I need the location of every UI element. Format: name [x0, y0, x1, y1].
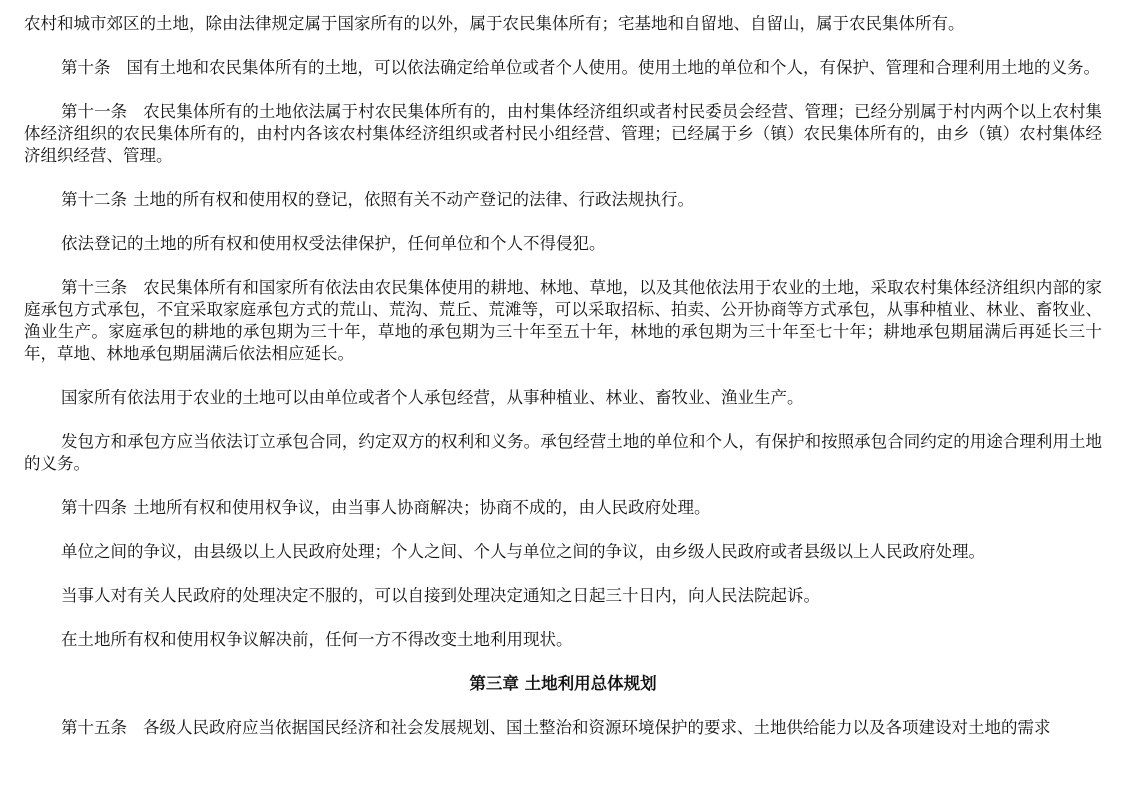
paragraph-contract [24, 431, 1102, 475]
paragraph-text: 土地所有权和使用权争议，由当事人协商解决；协商不成的，由人民政府处理。 [133, 498, 711, 517]
article-number: 第十五条 [61, 718, 127, 737]
article-number: 第十条 [61, 58, 111, 77]
paragraph-text: 农民集体所有和国家所有依法由农民集体使用的耕地、林地、草地，以及其他依法用于农业的土地，采取农村集体经济组织内部的家庭承包方式承包，不宜采取家庭承包方式的荒山、荒沟、荒丘、荒滩等，可以采取招标、拍卖、公开协商等方式承包，从事种植业、林业、畜牧业、渔业生产。家庭承包的耕地的承包期为三十年，草地的承包期为三十年至五十年，林地的承包期为三十年至七十年；耕地承包期届满后再延长三十年，草地、林地承包期届满后依法相应延长。 [24, 278, 1103, 363]
paragraph-text: 农民集体所有的土地依法属于村农民集体所有的，由村集体经济组织或者村民委员会经营、管理；已经分别属于村内两个以上农村集体经济组织的农民集体所有的，由村内各该农村集体经济组织或者村民小组经营、管理；已经属于乡（镇）农民集体所有的，由乡（镇）农村集体经济组织经营、管理。 [24, 102, 1103, 165]
article-number: 第十一条 [61, 102, 128, 121]
paragraph-lawsuit [24, 585, 1102, 607]
article-13 [24, 277, 1102, 365]
paragraph-state-land [24, 387, 1102, 409]
paragraph-text: 国有土地和农民集体所有的土地，可以依法确定给单位或者个人使用。使用土地的单位和个人，有保护、管理和合理利用土地的义务。 [126, 58, 1100, 77]
paragraph-text: 国家所有依法用于农业的土地可以由单位或者个人承包经营，从事种植业、林业、畜牧业、渔业生产。 [61, 388, 804, 407]
paragraph-text: 在土地所有权和使用权争议解决前，任何一方不得改变土地利用现状。 [61, 630, 573, 649]
paragraph-text: 土地的所有权和使用权的登记，依照有关不动产登记的法律、行政法规执行。 [133, 190, 694, 209]
article-number: 第十三条 [61, 278, 128, 297]
paragraph-1 [24, 0, 1102, 35]
paragraph-text: 各级人民政府应当依据国民经济和社会发展规划、国土整治和资源环境保护的要求、土地供给能力以及各项建设对土地的需求 [143, 718, 1051, 737]
paragraph-text: 依法登记的土地的所有权和使用权受法律保护，任何单位和个人不得侵犯。 [61, 234, 606, 253]
paragraph-text: 农村和城市郊区的土地，除由法律规定属于国家所有的以外，属于农民集体所有；宅基地和自留地、自留山，属于农民集体所有。 [24, 14, 965, 33]
paragraph-text: 发包方和承包方应当依法订立承包合同，约定双方的权利和义务。承包经营土地的单位和个人，有保护和按照承包合同约定的用途合理利用土地的义务。 [24, 432, 1102, 473]
chapter-heading: 第三章 土地利用总体规划 [469, 674, 657, 693]
article-14 [24, 497, 1102, 519]
paragraph-disputes [24, 541, 1102, 563]
paragraph-status-quo [24, 629, 1102, 651]
paragraph-text: 单位之间的争议，由县级以上人民政府处理；个人之间、个人与单位之间的争议，由乡级人民政府或者县级以上人民政府处理。 [61, 542, 985, 561]
article-number: 第十四条 [61, 498, 127, 517]
paragraph-text: 当事人对有关人民政府的处理决定不服的，可以自接到处理决定通知之日起三十日内，向人民法院起诉。 [61, 586, 820, 605]
article-12 [24, 189, 1102, 211]
article-10 [24, 57, 1102, 79]
article-15 [24, 717, 1102, 739]
article-11 [24, 101, 1102, 167]
paragraph-registration [24, 233, 1102, 255]
article-number: 第十二条 [61, 190, 127, 209]
document-body [24, 0, 1102, 739]
